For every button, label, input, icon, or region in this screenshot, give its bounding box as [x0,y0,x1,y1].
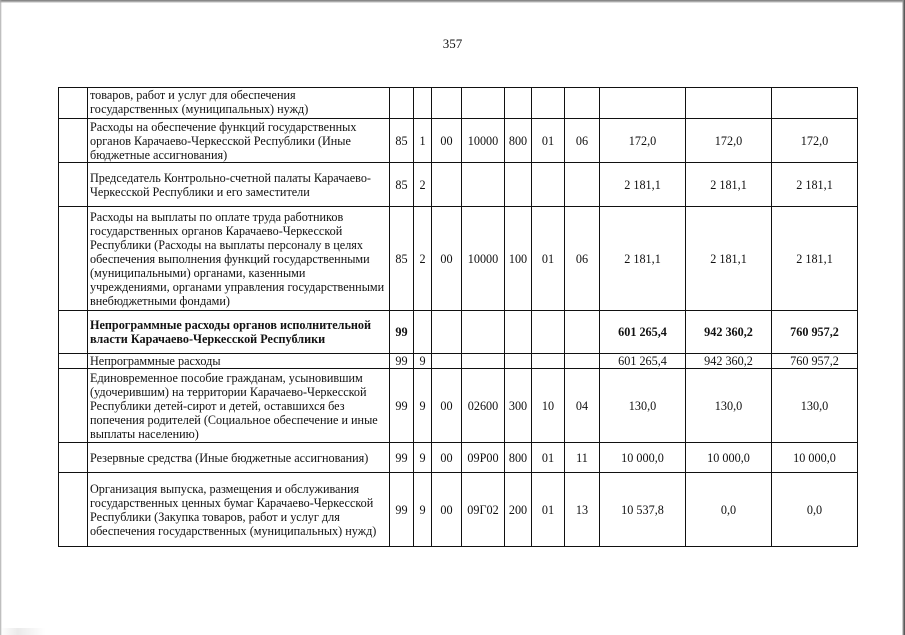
row-margin-cell [59,473,88,547]
row-amount-year2: 942 360,2 [686,354,772,369]
row-description: Расходы на выплаты по оплате труда работников государственных органов Карачаево-Черкесской Республики (Расходы на выплаты персоналу в целях обеспечения выполнения функций государственными (муниципальными) органами, казенными учреждениями, органами управления государственными внебюджетными фондами) [88,207,390,311]
row-amount-year2: 0,0 [686,473,772,547]
row-code-section: 01 [532,119,565,163]
row-code-gr: 85 [390,119,414,163]
row-amount-year1: 2 181,1 [600,207,686,311]
row-code-cs: 09Г02 [462,473,505,547]
row-code-subsection: 11 [565,443,600,473]
table-row [59,443,858,473]
table-row [59,119,858,163]
row-description: Единовременное пособие гражданам, усыновившим (удочерившим) на территории Карачаево-Черкесской Республики детей-сирот и детей, оставшихся без попечения родителей (Социальное обеспечение и иные выплаты населению) [88,369,390,443]
row-code-vr: 800 [505,443,532,473]
row-description: Резервные средства (Иные бюджетные ассигнования) [88,443,390,473]
row-amount-year3: 2 181,1 [772,207,858,311]
table-row [59,354,858,369]
row-amount-year2 [686,88,772,119]
row-code-vr [505,88,532,119]
row-description: Непрограммные расходы [88,354,390,369]
row-code-section: 01 [532,443,565,473]
row-code-vr [505,311,532,354]
table-row [59,311,858,354]
row-code-cs: 10000 [462,207,505,311]
row-code-rz: 9 [414,473,432,547]
scan-edge-left [0,0,2,635]
row-margin-cell [59,354,88,369]
scan-edge-top [0,0,905,3]
row-code-ps: 00 [432,207,462,311]
row-code-vr: 300 [505,369,532,443]
row-code-section: 01 [532,207,565,311]
row-code-cs: 09Р00 [462,443,505,473]
row-amount-year2: 2 181,1 [686,163,772,207]
row-code-subsection [565,354,600,369]
row-amount-year2: 2 181,1 [686,207,772,311]
row-code-vr: 800 [505,119,532,163]
row-code-section [532,163,565,207]
row-margin-cell [59,443,88,473]
table-row [59,207,858,311]
row-code-ps: 00 [432,119,462,163]
row-amount-year3: 760 957,2 [772,311,858,354]
row-amount-year1 [600,88,686,119]
row-amount-year3: 2 181,1 [772,163,858,207]
row-margin-cell [59,311,88,354]
table-body [59,88,858,547]
row-margin-cell [59,163,88,207]
row-code-cs [462,163,505,207]
page-number: 357 [442,36,463,51]
row-amount-year1: 172,0 [600,119,686,163]
row-code-gr [390,88,414,119]
row-amount-year1: 10 537,8 [600,473,686,547]
row-code-gr: 99 [390,369,414,443]
row-code-subsection [565,88,600,119]
row-code-subsection [565,163,600,207]
scan-edge-bottom [0,628,905,635]
row-code-ps [432,311,462,354]
row-code-subsection: 06 [565,119,600,163]
row-code-ps: 00 [432,369,462,443]
row-margin-cell [59,119,88,163]
row-amount-year1: 130,0 [600,369,686,443]
row-amount-year3: 130,0 [772,369,858,443]
row-code-cs [462,354,505,369]
row-description: Расходы на обеспечение функций государственных органов Карачаево-Черкесской Республики (Иные бюджетные ассигнования) [88,119,390,163]
table-row [59,163,858,207]
row-description: Председатель Контрольно-счетной палаты Карачаево-Черкесской Республики и его заместители [88,163,390,207]
row-code-subsection [565,311,600,354]
row-description: товаров, работ и услуг для обеспечения государственных (муниципальных) нужд) [88,88,390,119]
row-code-cs: 10000 [462,119,505,163]
budget-table [58,87,858,547]
row-code-subsection: 04 [565,369,600,443]
row-amount-year1: 10 000,0 [600,443,686,473]
row-description: Организация выпуска, размещения и обслуживания государственных ценных бумаг Карачаево-Черкесской Республики (Закупка товаров, работ и услуг для обеспечения государственных (муниципальных) нужд) [88,473,390,547]
row-code-gr: 85 [390,207,414,311]
row-code-cs [462,311,505,354]
row-code-subsection: 06 [565,207,600,311]
row-amount-year2: 10 000,0 [686,443,772,473]
row-code-section: 10 [532,369,565,443]
row-code-gr: 99 [390,354,414,369]
row-margin-cell [59,369,88,443]
row-code-gr: 99 [390,311,414,354]
row-code-gr: 99 [390,473,414,547]
row-amount-year3: 0,0 [772,473,858,547]
row-amount-year3: 10 000,0 [772,443,858,473]
row-amount-year3 [772,88,858,119]
row-code-rz [414,311,432,354]
row-code-section [532,88,565,119]
row-code-vr: 100 [505,207,532,311]
row-code-rz: 2 [414,207,432,311]
row-code-gr: 99 [390,443,414,473]
row-amount-year1: 601 265,4 [600,311,686,354]
row-code-ps: 00 [432,443,462,473]
table-row [59,88,858,119]
row-description: Непрограммные расходы органов исполнительной власти Карачаево-Черкесской Республики [88,311,390,354]
row-margin-cell [59,88,88,119]
row-amount-year3: 760 957,2 [772,354,858,369]
row-code-ps: 00 [432,473,462,547]
row-code-vr: 200 [505,473,532,547]
row-code-section: 01 [532,473,565,547]
table-row [59,369,858,443]
row-code-rz: 9 [414,443,432,473]
row-code-rz: 2 [414,163,432,207]
row-code-ps [432,354,462,369]
row-code-section [532,354,565,369]
row-code-section [532,311,565,354]
row-code-rz: 1 [414,119,432,163]
row-code-rz: 9 [414,354,432,369]
row-amount-year1: 2 181,1 [600,163,686,207]
row-code-cs: 02600 [462,369,505,443]
row-code-vr [505,354,532,369]
row-amount-year2: 942 360,2 [686,311,772,354]
row-amount-year2: 172,0 [686,119,772,163]
row-code-ps [432,163,462,207]
row-code-rz [414,88,432,119]
row-amount-year1: 601 265,4 [600,354,686,369]
row-code-vr [505,163,532,207]
row-amount-year3: 172,0 [772,119,858,163]
row-margin-cell [59,207,88,311]
row-amount-year2: 130,0 [686,369,772,443]
row-code-cs [462,88,505,119]
row-code-rz: 9 [414,369,432,443]
row-code-ps [432,88,462,119]
table-row [59,473,858,547]
row-code-subsection: 13 [565,473,600,547]
row-code-gr: 85 [390,163,414,207]
